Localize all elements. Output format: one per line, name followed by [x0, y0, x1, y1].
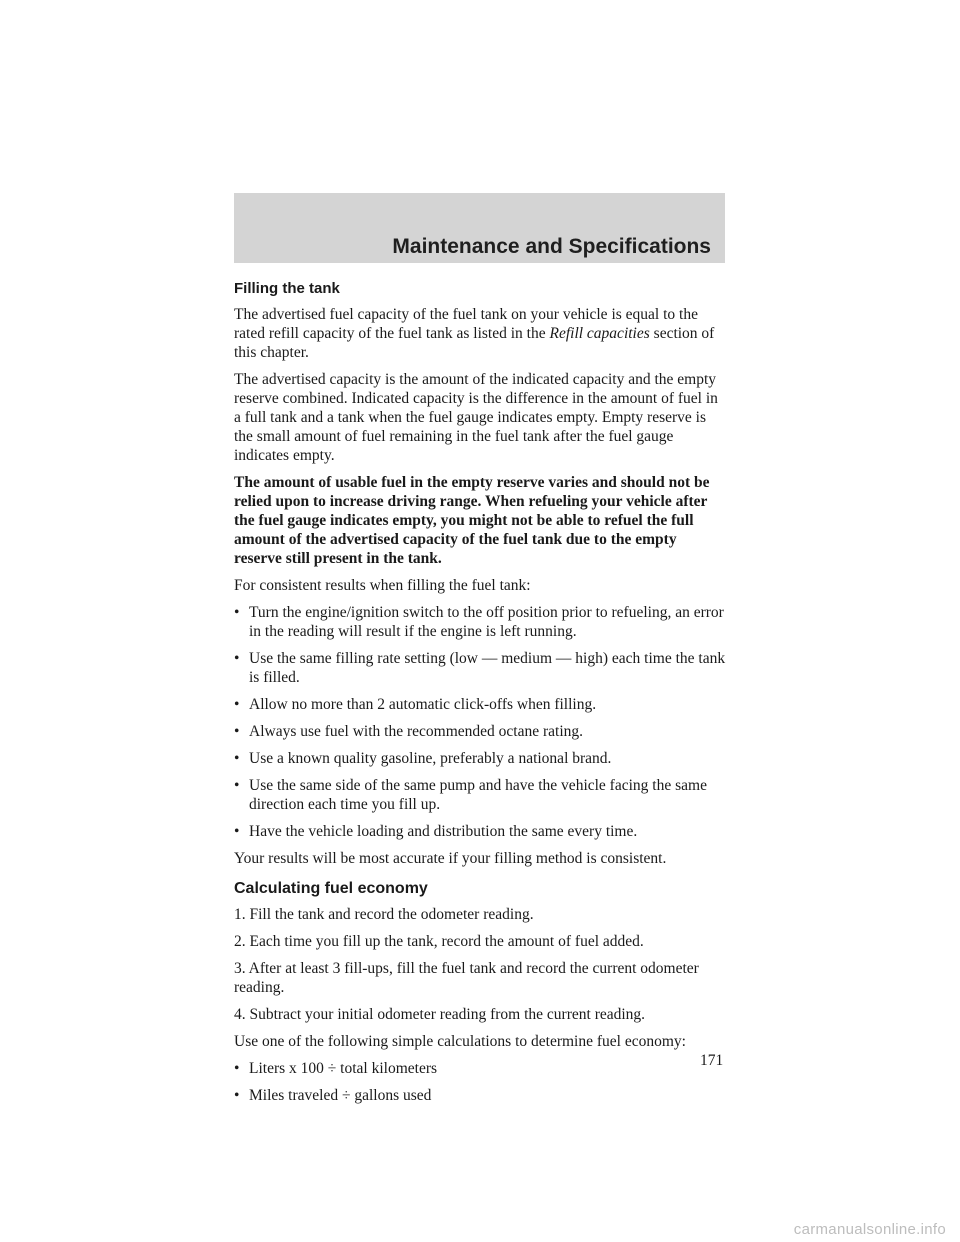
warning-paragraph: The amount of usable fuel in the empty reserve varies and should not be relied upon to increase driving range. When refueling your vehicle after the fuel gauge indicates empty, you might not be able to refuel the full amount of the advertised capacity of the fuel tank due to the empty reserve still present in the tank. — [234, 474, 710, 567]
bullet-icon: • — [234, 1087, 240, 1104]
filling-tips-list — [234, 603, 726, 841]
section-header-band — [234, 193, 725, 263]
list-item-text: Liters x 100 ÷ total kilometers — [249, 1060, 438, 1077]
bullet-icon: • — [234, 696, 240, 713]
watermark: carmanualsonline.info — [793, 1221, 946, 1238]
list-item-text: Use a known quality gasoline, preferably a national brand. — [249, 750, 612, 767]
paragraph-calculations-intro: Use one of the following simple calculations to determine fuel economy: — [234, 1033, 686, 1050]
step-item: 3. After at least 3 fill-ups, fill the fuel tank and record the current odometer reading. — [234, 960, 699, 996]
list-item — [234, 649, 726, 687]
bullet-icon: • — [234, 723, 240, 740]
heading-calculating-fuel-economy: Calculating fuel economy — [234, 880, 428, 897]
refill-capacities-reference: Refill capacities — [549, 325, 650, 342]
bullet-icon: • — [234, 650, 240, 667]
bullet-icon: • — [234, 750, 240, 767]
list-item-text: Turn the engine/ignition switch to the off position prior to refueling, an error in the reading will result if the engine is left running. — [249, 604, 724, 640]
bullet-icon: • — [234, 777, 240, 794]
page-number: 171 — [700, 1052, 724, 1069]
list-item-text: Use the same filling rate setting (low — medium — high) each time the tank is filled. — [249, 650, 726, 686]
section-title: Maintenance and Specifications — [392, 235, 711, 258]
list-item — [234, 695, 726, 714]
list-item — [234, 1059, 726, 1078]
list-item-text: Allow no more than 2 automatic click-offs when filling. — [249, 696, 597, 713]
list-item-text: Use the same side of the same pump and have the vehicle facing the same direction each time you fill up. — [249, 777, 707, 813]
calculation-list — [234, 1059, 726, 1105]
step-item: 1. Fill the tank and record the odometer reading. — [234, 906, 534, 923]
step-item: 4. Subtract your initial odometer reading from the current reading. — [234, 1006, 646, 1023]
paragraph-text: section of this chapter. — [234, 325, 715, 361]
paragraph-consistent-results-intro: For consistent results when filling the fuel tank: — [234, 577, 531, 594]
list-item — [234, 749, 726, 768]
list-item-text: Have the vehicle loading and distribution the same every time. — [249, 823, 638, 840]
list-item — [234, 603, 726, 641]
page-content — [234, 279, 726, 1113]
paragraph-advertised-capacity — [234, 305, 726, 362]
list-item-text: Miles traveled ÷ gallons used — [249, 1087, 432, 1104]
bullet-icon: • — [234, 823, 240, 840]
paragraph-indicated-capacity: The advertised capacity is the amount of the indicated capacity and the empty reserve combined. Indicated capacity is the difference in the amount of fuel in a full tank and a tank when the fuel gauge indicates empty. Empty reserve is the small amount of fuel remaining in the fuel tank after the fuel gauge indicates empty. — [234, 371, 718, 464]
list-item — [234, 776, 726, 814]
paragraph-text: The advertised fuel capacity of the fuel tank on your vehicle is equal to the rated refill capacity of the fuel tank as listed in the — [234, 306, 698, 342]
paragraph-results-accuracy: Your results will be most accurate if your filling method is consistent. — [234, 850, 667, 867]
list-item — [234, 1086, 726, 1105]
list-item — [234, 722, 726, 741]
heading-filling-the-tank: Filling the tank — [234, 280, 340, 297]
bullet-icon: • — [234, 1060, 240, 1077]
step-item: 2. Each time you fill up the tank, record the amount of fuel added. — [234, 933, 644, 950]
bullet-icon: • — [234, 604, 240, 621]
list-item — [234, 822, 726, 841]
list-item-text: Always use fuel with the recommended octane rating. — [249, 723, 583, 740]
